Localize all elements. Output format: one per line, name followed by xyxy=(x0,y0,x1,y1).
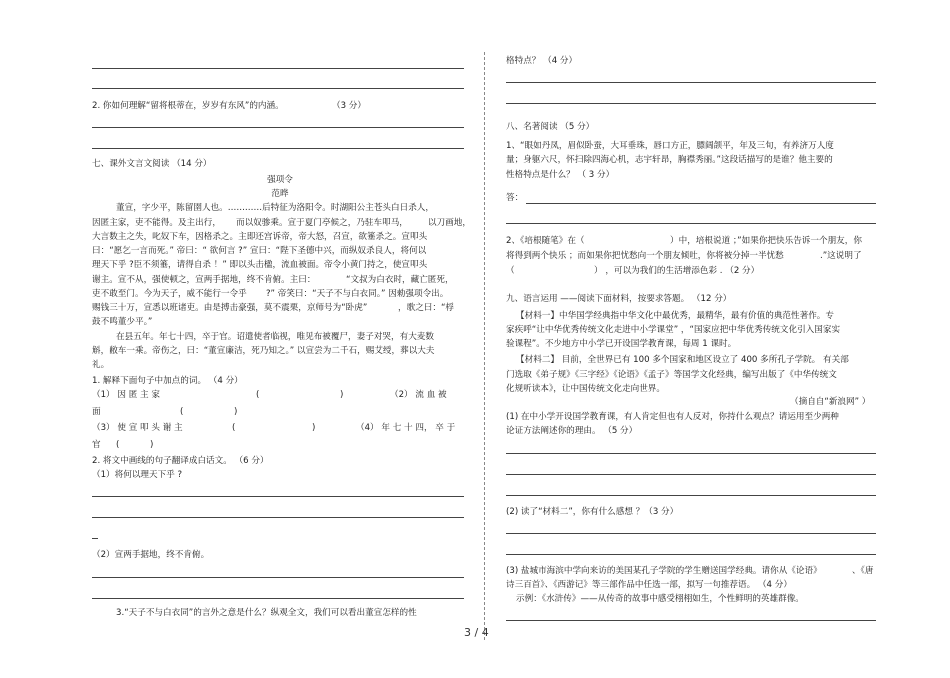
lq3-example: 示例：《水浒传》——从传奇的故事中感受栩栩如生，个性鲜明的英雄群像。 xyxy=(516,594,804,604)
lq1-line: 论证方法阐述你的理由。 （5 分） xyxy=(506,426,638,436)
passage-line: 以刀画地， xyxy=(428,218,471,228)
passage-title: 强项令 xyxy=(267,175,293,185)
section-7-title: 七、课外文言文阅读 （14 分） xyxy=(92,159,212,169)
q1-blank-4[interactable]: ( xyxy=(116,440,120,450)
section-9-title: 九、语言运用 ——阅读下面材料，按要求答题。 （12 分） xyxy=(506,294,732,304)
passage-author: 范晔 xyxy=(271,189,289,199)
m2-line: ） ，可以为我们的生活增添色彩 . （2 分） xyxy=(594,266,760,276)
lq1-line: (1) 在中小学开设国学教育课，有人肯定但也有人反对，你持什么观点？请运用至少两种 xyxy=(506,412,839,422)
answer-label: 答： xyxy=(506,193,524,203)
q1-blank-2-close: ) xyxy=(234,407,238,417)
q2-item-1: （1）将何以理天下乎 ? xyxy=(92,470,183,480)
answer-line[interactable] xyxy=(92,88,464,89)
passage-line: 在县五年。年七十四，卒于官。诏遣使者临视，唯见布被覆尸，妻子对哭，有大麦数 xyxy=(116,332,434,342)
question-3-part1: 3.“天子不与白衣同”的言外之意是什么？纵观全文，我们可以看出董宣怎样的性 xyxy=(116,608,417,618)
passage-line: “文叔为白衣时，藏亡匿死， xyxy=(346,275,454,285)
q1-blank-3-close: ) xyxy=(312,423,316,433)
answer-line[interactable] xyxy=(526,203,876,204)
passage-line: 谢主。宣不从，强使顿之，宣两手据地，终不肯俯。主曰： xyxy=(92,275,316,285)
passage-line: 吏不敢至门。今为天子，威不能行一令乎 xyxy=(92,289,247,299)
lq2-line: (2) 读了“材料二”，你有什么感想 ？（3 分） xyxy=(506,507,679,517)
passage-line: 斛，敝车一乘。帝伤之，曰：“董宣廉洁，死乃知之。” 以宣尝为二千石，赐艾绶，葬以大夫 xyxy=(92,346,435,356)
q1-blank-4-close: ) xyxy=(150,440,154,450)
source-note: （摘自自“新浪网” ） xyxy=(790,397,871,407)
passage-line: 大言数主之失，叱奴下车，因格杀之。主即还宫诉帝，帝大怒，召宣，欲箠杀之。宣叩头 xyxy=(92,232,428,242)
m2-blank[interactable]: （ xyxy=(506,266,515,276)
passage-line: ?” 帝笑曰：“天子不与白衣同。” 因勑强项令出。 xyxy=(266,289,449,299)
passage-line: 曰：“愿乞一言而死。” 帝曰：“ 欲何言 ?” 宣曰：“陛下圣德中兴，而纵奴杀良人，将何以 xyxy=(92,246,427,256)
section-8-title: 八、名著阅读 （5 分） xyxy=(506,122,595,132)
passage-line: 礼。 xyxy=(92,360,110,370)
answer-line[interactable] xyxy=(92,127,464,128)
m1-line: 1、“眼如丹凤，眉似卧蚕，大耳垂珠，唇口方正，膘阔颌平，年及三旬，有养济万人度 xyxy=(506,141,834,151)
material-1-line: 【材料一】中华国学经典指中华文化中最优秀，最精华，最有价值的典范性著作。专 xyxy=(516,311,834,321)
passage-line: 而以奴骖乘。宣于夏门亭候之，乃驻车叩马， xyxy=(236,218,408,228)
q1-item-2b: 面 xyxy=(92,407,101,417)
lq3-line: 诗三百首》、《西游记》等三部作品中任选一部，拟写一句推荐语。 （4 分） xyxy=(506,580,792,590)
m1-line: 性格特点是什么？ （ 3 分） xyxy=(506,170,615,180)
answer-line[interactable] xyxy=(506,495,876,496)
q1-blank-1-close: ) xyxy=(340,390,344,400)
answer-line[interactable] xyxy=(92,148,464,149)
answer-line[interactable] xyxy=(506,223,876,224)
q1-item-4: （4） 年 七 十 四， 卒 于 xyxy=(356,423,456,433)
material-2-line: 【材料二】 目前，全世界已有 100 多个国家和地区设立了 400 多所孔子学院。 有关部 xyxy=(516,355,849,365)
answer-line[interactable] xyxy=(506,620,876,621)
q1-blank-3[interactable]: ( xyxy=(232,423,236,433)
passage-line: 董宣，字少平，陈留圉人也。…………后特征为洛阳令。时湖阳公主苍头白日杀人， xyxy=(116,203,434,213)
answer-line[interactable] xyxy=(92,496,464,497)
question-2-prompt: 2. 你如何理解“留将根蒂在，岁岁有东风”的内涵。 xyxy=(92,101,284,111)
answer-line[interactable] xyxy=(506,533,876,534)
answer-line[interactable] xyxy=(92,577,464,578)
q1-item-1: （1） 因 匿 主 家 xyxy=(92,390,160,400)
answer-line[interactable] xyxy=(92,517,464,518)
q1-item-4b: 官 xyxy=(92,440,101,450)
material-1-line: 家疾呼“让中华优秀传统文化走进中小学课堂” ，“国家应把中华优秀传统文化引入国家实 xyxy=(506,325,841,335)
answer-line[interactable] xyxy=(92,598,464,599)
passage-line: 鼓不鸣董少平。” xyxy=(92,317,153,327)
answer-line[interactable] xyxy=(506,453,876,454)
answer-line[interactable] xyxy=(506,82,876,83)
column-divider xyxy=(484,52,485,640)
q1-blank-2[interactable]: ( xyxy=(180,407,184,417)
question-1: 1. 解释下面句子中加点的词。 （4 分） xyxy=(92,376,243,386)
q1-item-2: （2） 流 血 被 xyxy=(390,390,447,400)
lq3-line: (3) 盐城市海滨中学向来访的美国某孔子学院的学生赠送国学经典。请你从《论语》 xyxy=(506,566,822,576)
question-2-translate: 2. 将文中画线的句子翻译成白话文。 （6 分） xyxy=(92,456,269,466)
m1-line: 量；身躯六尺，怀扫除四海心机，志宇轩昂，胸襟秀丽。”这段话描写的是谁？他主要的 xyxy=(506,155,833,165)
m2-line: 将得到两个快乐 ；而如果你把忧愁向一个朋友倾吐，你将被分掉一半忧愁 xyxy=(506,251,784,261)
passage-line: 因匿主家，吏不能得。及主出行， xyxy=(92,218,221,228)
m2-line: 2、《培根随笔》在（ xyxy=(506,236,585,246)
answer-line[interactable] xyxy=(506,474,876,475)
m2-line: ）中，培根说道 ；”如果你把快乐告诉一个朋友，你 xyxy=(670,236,862,246)
passage-line: 理天下乎 ?臣不须箠，请得自杀 ！” 即以头击楹，流血被面。帝令小黄门持之，使宣叩头 xyxy=(92,260,428,270)
answer-line[interactable] xyxy=(506,103,876,104)
material-2-line: 门选取《弟子规》《三字经》《论语》《孟子》等国学文化经典，编写出版了《中华传统文 xyxy=(506,370,837,380)
material-1-line: 验课程”。不少地方中小学已开设国学教育课，每周 1 课时。 xyxy=(506,339,737,349)
question-2-score: （3 分） xyxy=(332,101,366,111)
answer-line[interactable] xyxy=(506,554,876,555)
q2-item-2: （2）宣两手据地，终不肯俯。 xyxy=(92,550,210,560)
passage-line: 赐钱三十万，宣悉以班诸吏。由是搏击豪强，莫不震栗，京师号为“卧虎” xyxy=(92,303,368,313)
q1-item-3: （3） 使 宣 叩 头 谢 主 xyxy=(92,423,183,433)
passage-line: ，歌之曰：“桴 xyxy=(398,303,455,313)
question-3-part2: 格特点？ （4 分） xyxy=(506,56,578,66)
q1-blank-1[interactable]: ( xyxy=(256,390,260,400)
material-2-line: 化规听读本》，让中国传统文化走向世界。 xyxy=(506,384,665,394)
m2-line: .”这说明了 xyxy=(820,251,862,261)
answer-line[interactable] xyxy=(92,68,464,69)
page-number: 3 / 4 xyxy=(464,626,489,639)
answer-line[interactable] xyxy=(92,538,98,539)
lq3-line: 、《唐 xyxy=(852,566,874,576)
